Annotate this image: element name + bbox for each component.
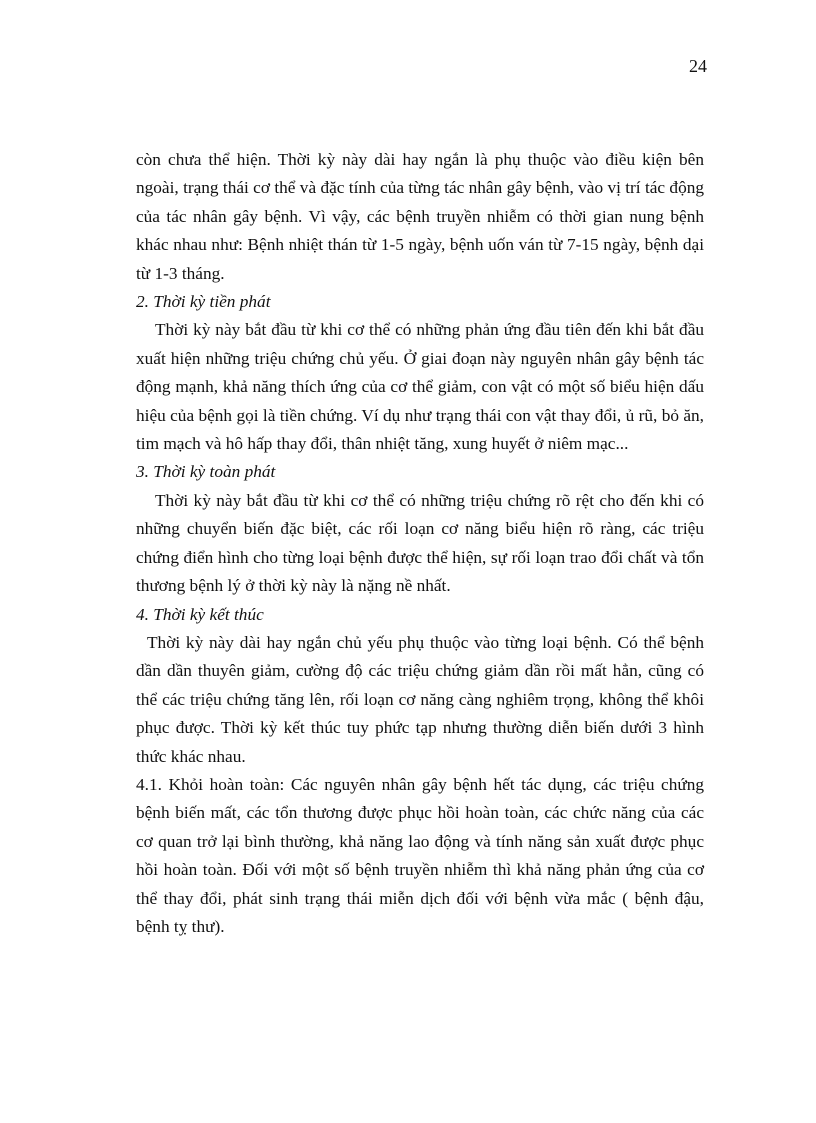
- section-heading-prodromal: 2. Thời kỳ tiền phát: [136, 292, 271, 312]
- paragraph-full-recovery: 4.1. Khỏi hoàn toàn: Các nguyên nhân gây bệnh hết tác dụng, các triệu chứng bệnh biến mất, các tổn thương được phục hồi hoàn toàn, các chức năng của các cơ quan trở lại bình thường, khả năng lao động và tính năng sản xuất được phục hồi hoàn toàn. Đối với một số bệnh truyền nhiễm thì khả năng phản ứng của cơ thể thay đổi, phát sinh trạng thái miễn dịch đối với bệnh vừa mắc ( bệnh đậu, bệnh tỵ thư).: [136, 774, 704, 936]
- section-heading-ending: 4. Thời kỳ kết thúc: [136, 604, 264, 624]
- page-number: 24: [689, 56, 707, 76]
- paragraph-full-onset: Thời kỳ này bắt đầu từ khi cơ thể có những triệu chứng rõ rệt cho đến khi có những chuyển biến đặc biệt, các rối loạn cơ năng biểu hiện rõ ràng, các triệu chứng điển hình cho từng loại bệnh được thể hiện, sự rối loạn trao đổi chất và tổn thương bệnh lý ở thời kỳ này là nặng nề nhất.: [136, 490, 704, 596]
- paragraph-ending: Thời kỳ này dài hay ngắn chủ yếu phụ thuộc vào từng loại bệnh. Có thể bệnh dần dần thuyên giảm, cường độ các triệu chứng giảm dần rồi mất hẳn, cũng có thể các triệu chứng tăng lên, rối loạn cơ năng càng nghiêm trọng, không thể khôi phục được. Thời kỳ kết thúc tuy phức tạp nhưng thường diễn biến dưới 3 hình thức khác nhau.: [136, 632, 704, 766]
- section-heading-full-onset: 3. Thời kỳ toàn phát: [136, 462, 276, 482]
- page-body: [136, 146, 704, 941]
- paragraph-incubation-continued: còn chưa thể hiện. Thời kỳ này dài hay ngắn là phụ thuộc vào điều kiện bên ngoài, trạng thái cơ thể và đặc tính của từng tác nhân gây bệnh, vào vị trí tác động của tác nhân gây bệnh. Vì vậy, các bệnh truyền nhiễm có thời gian nung bệnh khác nhau như: Bệnh nhiệt thán từ 1-5 ngày, bệnh uốn ván từ 7-15 ngày, bệnh dại từ 1-3 tháng.: [136, 150, 704, 283]
- paragraph-prodromal: Thời kỳ này bắt đầu từ khi cơ thể có những phản ứng đầu tiên đến khi bắt đầu xuất hiện những triệu chứng chủ yếu. Ở giai đoạn này nguyên nhân gây bệnh tác động mạnh, khả năng thích ứng của cơ thể giảm, con vật có một số biểu hiện dấu hiệu của bệnh gọi là tiền chứng. Ví dụ như trạng thái con vật thay đổi, ủ rũ, bỏ ăn, tim mạch và hô hấp thay đổi, thân nhiệt tăng, xung huyết ở niêm mạc...: [136, 320, 704, 454]
